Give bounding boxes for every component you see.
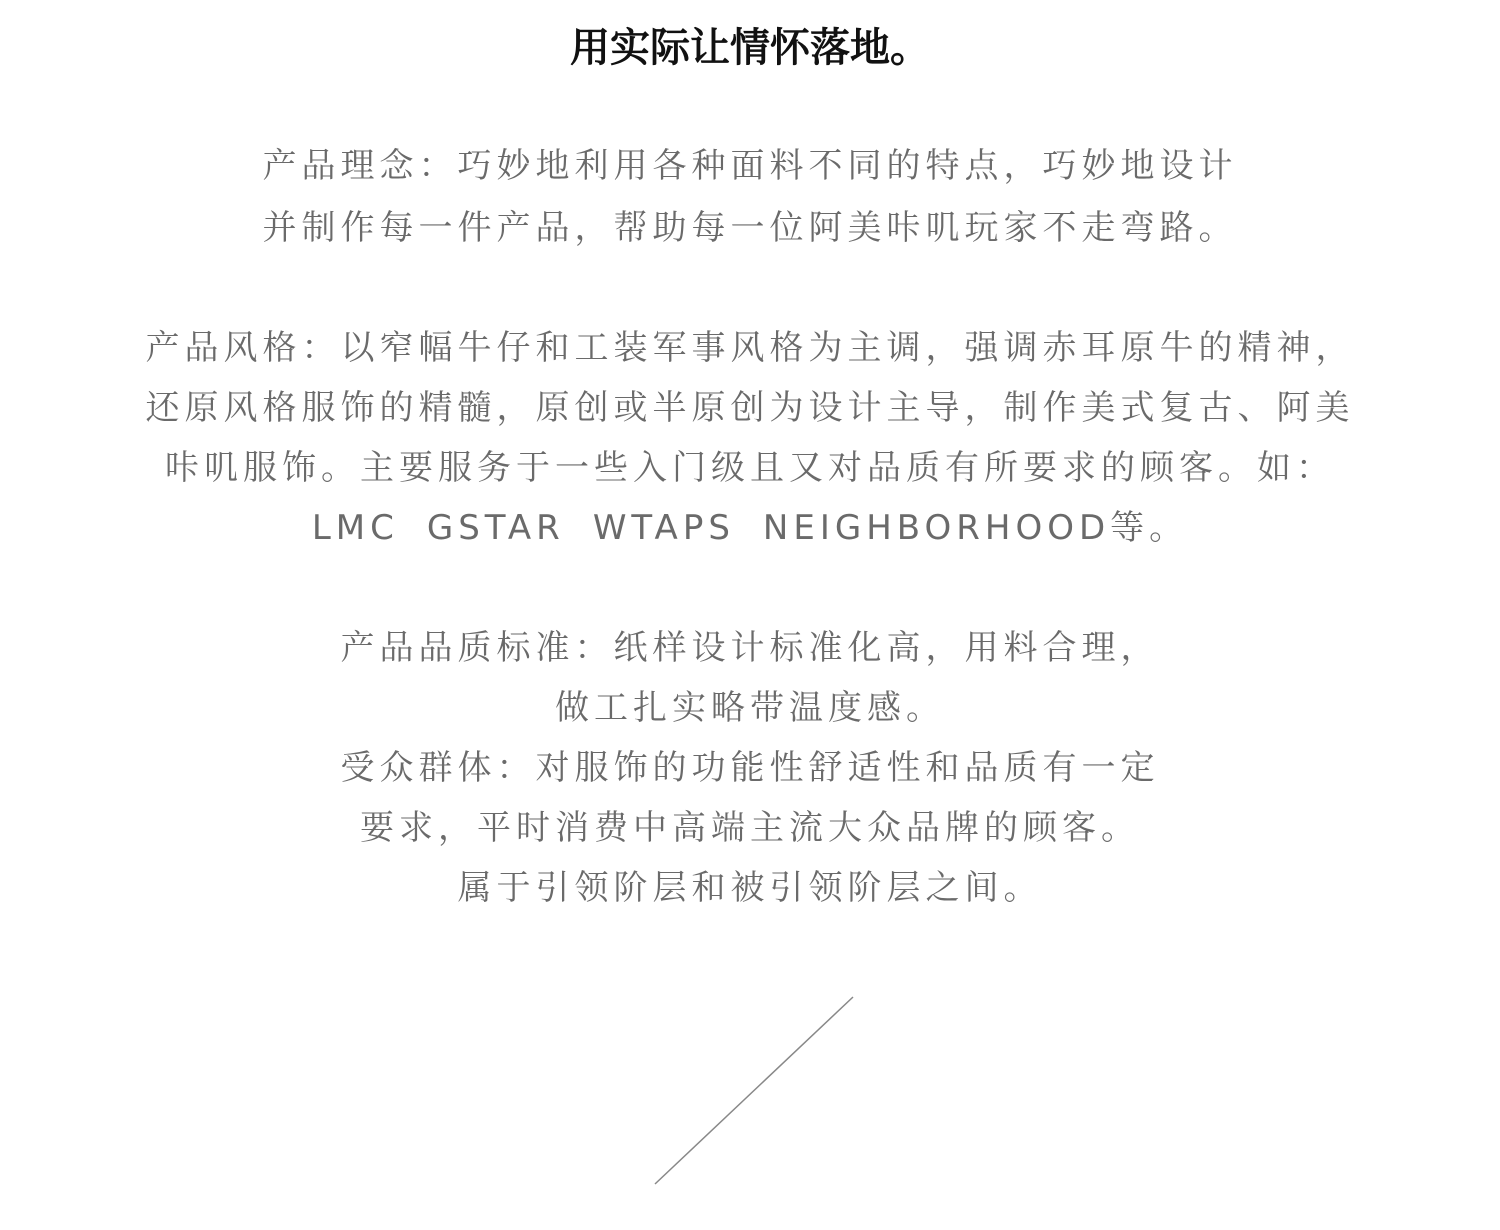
diagonal-divider-line xyxy=(655,997,853,1184)
audience-line-1: 受众群体：对服饰的功能性舒适性和品质有一定 xyxy=(340,748,1160,788)
brands-suffix: 等。 xyxy=(1110,508,1189,548)
audience-line-2: 要求，平时消费中高端主流大众品牌的顾客。 xyxy=(360,808,1140,848)
style-line-2: 还原风格服饰的精髓，原创或半原创为设计主导，制作美式复古、阿美 xyxy=(145,388,1355,428)
style-line-3: 咔叽服饰。主要服务于一些入门级且又对品质有所要求的顾客。如： xyxy=(165,448,1335,488)
brand-gstar: GSTAR xyxy=(426,508,565,548)
brand-wtaps: WTAPS xyxy=(592,508,735,548)
concept-line-2: 并制作每一件产品，帮助每一位阿美咔叽玩家不走弯路。 xyxy=(262,208,1238,248)
quality-line-1: 产品品质标准：纸样设计标准化高，用料合理， xyxy=(340,628,1160,668)
audience-line-3: 属于引领阶层和被引领阶层之间。 xyxy=(457,868,1043,908)
brand-lmc: LMC xyxy=(311,508,399,548)
brand-neighborhood: NEIGHBORHOOD xyxy=(762,508,1111,548)
quality-line-2: 做工扎实略带温度感。 xyxy=(555,688,945,728)
style-line-1: 产品风格：以窄幅牛仔和工装军事风格为主调，强调赤耳原牛的精神， xyxy=(145,328,1355,368)
concept-line-1: 产品理念：巧妙地利用各种面料不同的特点，巧妙地设计 xyxy=(262,146,1238,186)
headline: 用实际让情怀落地。 xyxy=(570,25,930,71)
